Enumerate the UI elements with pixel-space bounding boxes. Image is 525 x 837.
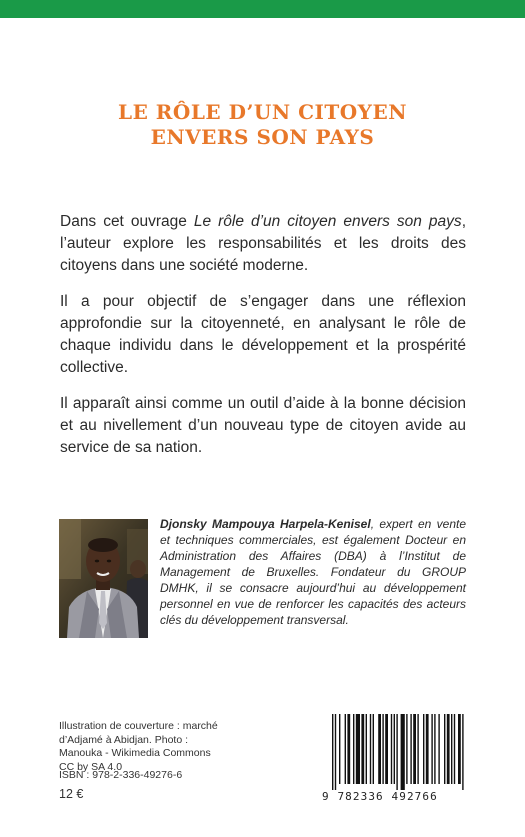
barcode-bar — [423, 714, 424, 784]
barcode-bar — [431, 714, 432, 784]
barcode-bar — [370, 714, 371, 784]
barcode-bar — [434, 714, 435, 784]
barcode-digits: 9 782336 492766 — [322, 790, 438, 803]
barcode-bar — [417, 714, 418, 784]
paragraph-3: Il apparaît ainsi comme un outil d’aide à la bonne décision et au nivellement d’un nouveau type de citoyen avide au service de sa nation. — [60, 395, 466, 456]
barcode-bar — [394, 714, 395, 784]
barcode-bar — [373, 714, 374, 784]
barcode-bar — [447, 714, 450, 784]
barcode-bar — [454, 714, 455, 784]
barcode-bar — [444, 714, 445, 784]
barcode-bar — [385, 714, 388, 784]
book-title — [0, 100, 525, 150]
barcode-bar — [382, 714, 383, 784]
barcode-bar — [335, 714, 336, 790]
barcode-bar — [451, 714, 452, 784]
title-line-1: LE RÔLE D’UN CITOYEN — [118, 100, 407, 124]
title-line-2: ENVERS SON PAYS — [150, 125, 375, 149]
barcode-bar — [462, 714, 463, 790]
barcode-bar — [391, 714, 392, 784]
barcode-bar — [345, 714, 346, 784]
barcode-bar — [413, 714, 416, 784]
paragraph-1-start: Dans cet ouvrage — [60, 213, 194, 230]
isbn: ISBN : 978-2-336-49276-6 — [59, 769, 183, 781]
top-color-bar — [0, 0, 525, 18]
barcode-bar — [401, 714, 405, 790]
paragraph-1 — [60, 211, 466, 277]
barcode-bar — [347, 714, 350, 784]
paragraph-1-end: , l’auteur explore les responsabilités et les droits des citoyens dans une société moderne. — [60, 213, 466, 274]
barcode-bar — [339, 714, 340, 784]
cover-credit: Illustration de couverture : marché d’Adjamé à Abidjan. Photo : Manouka - Wikimedia Commons CC by SA 4.0 — [59, 720, 218, 773]
book-title-italic: Le rôle d’un citoyen envers son pays — [193, 213, 462, 230]
barcode-bar — [361, 714, 364, 784]
price: 12 € — [59, 787, 84, 801]
barcode-bar — [378, 714, 381, 784]
paragraph-2: Il a pour objectif de s’engager dans une réflexion approfondie sur la citoyenneté, en analysant le rôle de chaque individu dans le développement et la prospérité collective. — [60, 293, 466, 376]
author-bio — [160, 516, 466, 628]
author-name: Djonsky Mampouya Harpela-Kenisel — [160, 517, 371, 531]
barcode-bar — [458, 714, 461, 784]
barcode-bar — [356, 714, 360, 784]
barcode-bar — [410, 714, 411, 784]
author-bio-text: , expert en vente et techniques commerciales, est également Docteur en Administration des Affaires (DBA) à l’Institut de Management de Bruxelles. Fondateur du GROUP DMHK, il se consacre aujourd’hui au développement personnel en vue de renforcer les capacités des acteurs clés du développement transversal. — [160, 517, 467, 627]
author-photo — [59, 519, 148, 638]
barcode-bar — [426, 714, 429, 784]
back-cover-text — [60, 211, 466, 473]
barcode-bar — [438, 714, 439, 784]
barcode-bar — [332, 714, 333, 790]
barcode-bar — [406, 714, 407, 784]
barcode-bar — [366, 714, 367, 784]
barcode-bar — [353, 714, 354, 784]
barcode-bar — [396, 714, 397, 790]
